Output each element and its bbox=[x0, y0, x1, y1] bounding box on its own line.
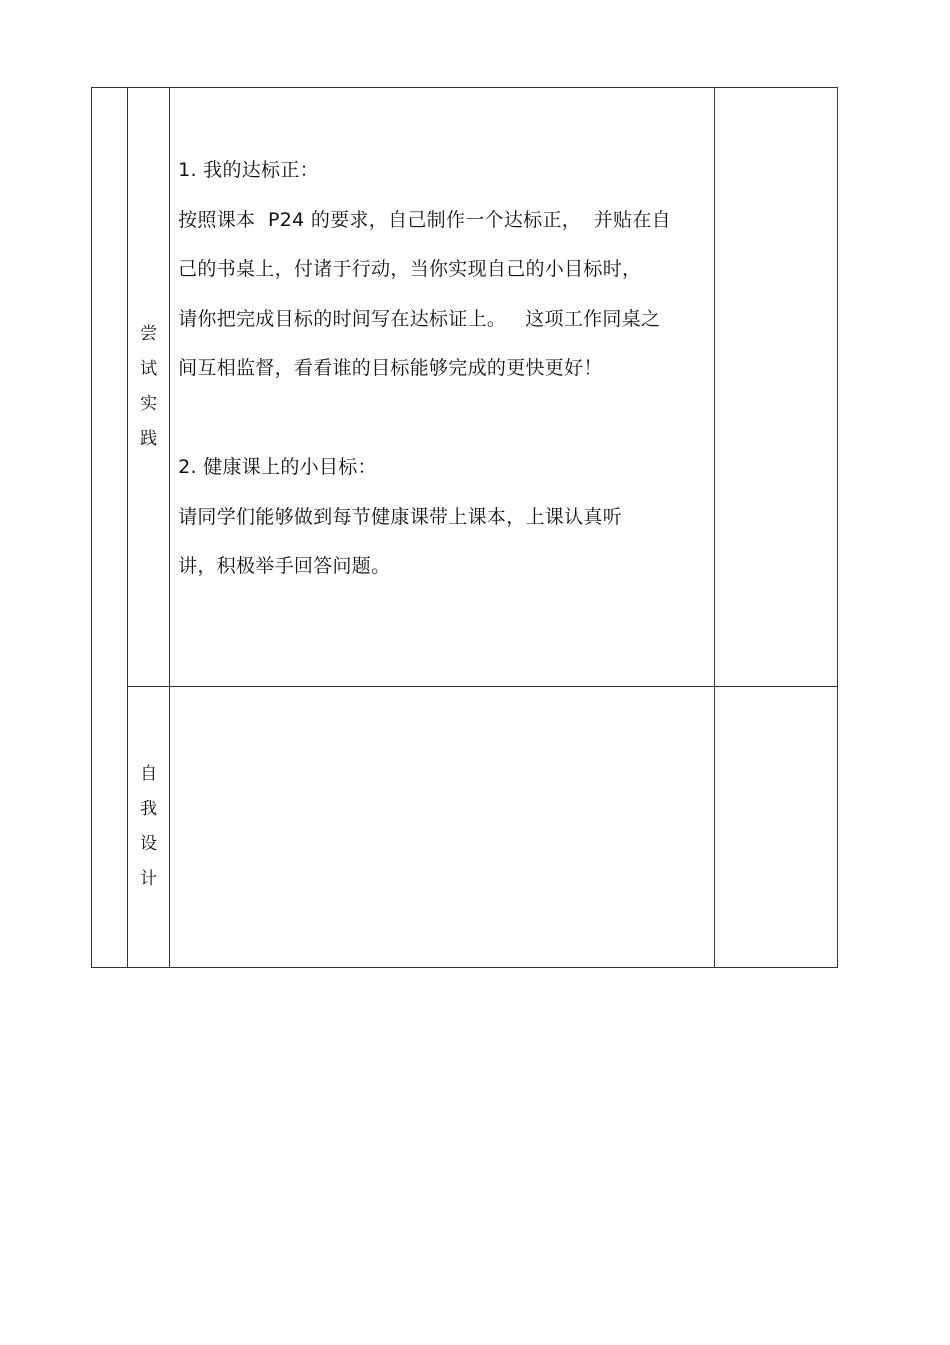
practice-label-cell bbox=[128, 88, 170, 687]
practice-content-cell bbox=[170, 88, 715, 687]
section2-line: 请同学们能够做到每节健康课带上课本，上课认真听 bbox=[178, 505, 622, 528]
practice-notes-cell bbox=[714, 88, 837, 687]
section1-line: 请你把完成目标的时间写在达标证上。 这项工作同桌之 bbox=[178, 307, 661, 330]
left-margin-cell bbox=[92, 88, 128, 968]
section2-line: 讲，积极举手回答问题。 bbox=[178, 555, 391, 577]
section1-line: 按照课本 P24 的要求，自己制作一个达标正， 并贴在自 bbox=[178, 208, 671, 231]
section2-heading: 2. 健康课上的小目标： bbox=[178, 456, 377, 478]
section1-line: 己的书桌上，付诸于行动，当你实现自己的小目标时， bbox=[178, 258, 642, 280]
section-spacer bbox=[178, 394, 702, 444]
design-row bbox=[92, 687, 838, 968]
practice-row bbox=[92, 88, 838, 687]
section1-line: 间互相监督，看看谁的目标能够完成的更快更好！ bbox=[178, 357, 603, 379]
practice-label: 尝试实践 bbox=[140, 324, 158, 449]
lesson-plan-table bbox=[91, 87, 838, 968]
design-notes-cell bbox=[714, 687, 837, 968]
design-label: 自我设计 bbox=[140, 764, 158, 889]
section1-heading: 1. 我的达标正： bbox=[178, 159, 319, 181]
design-label-cell bbox=[128, 687, 170, 968]
design-content-cell bbox=[170, 687, 715, 968]
